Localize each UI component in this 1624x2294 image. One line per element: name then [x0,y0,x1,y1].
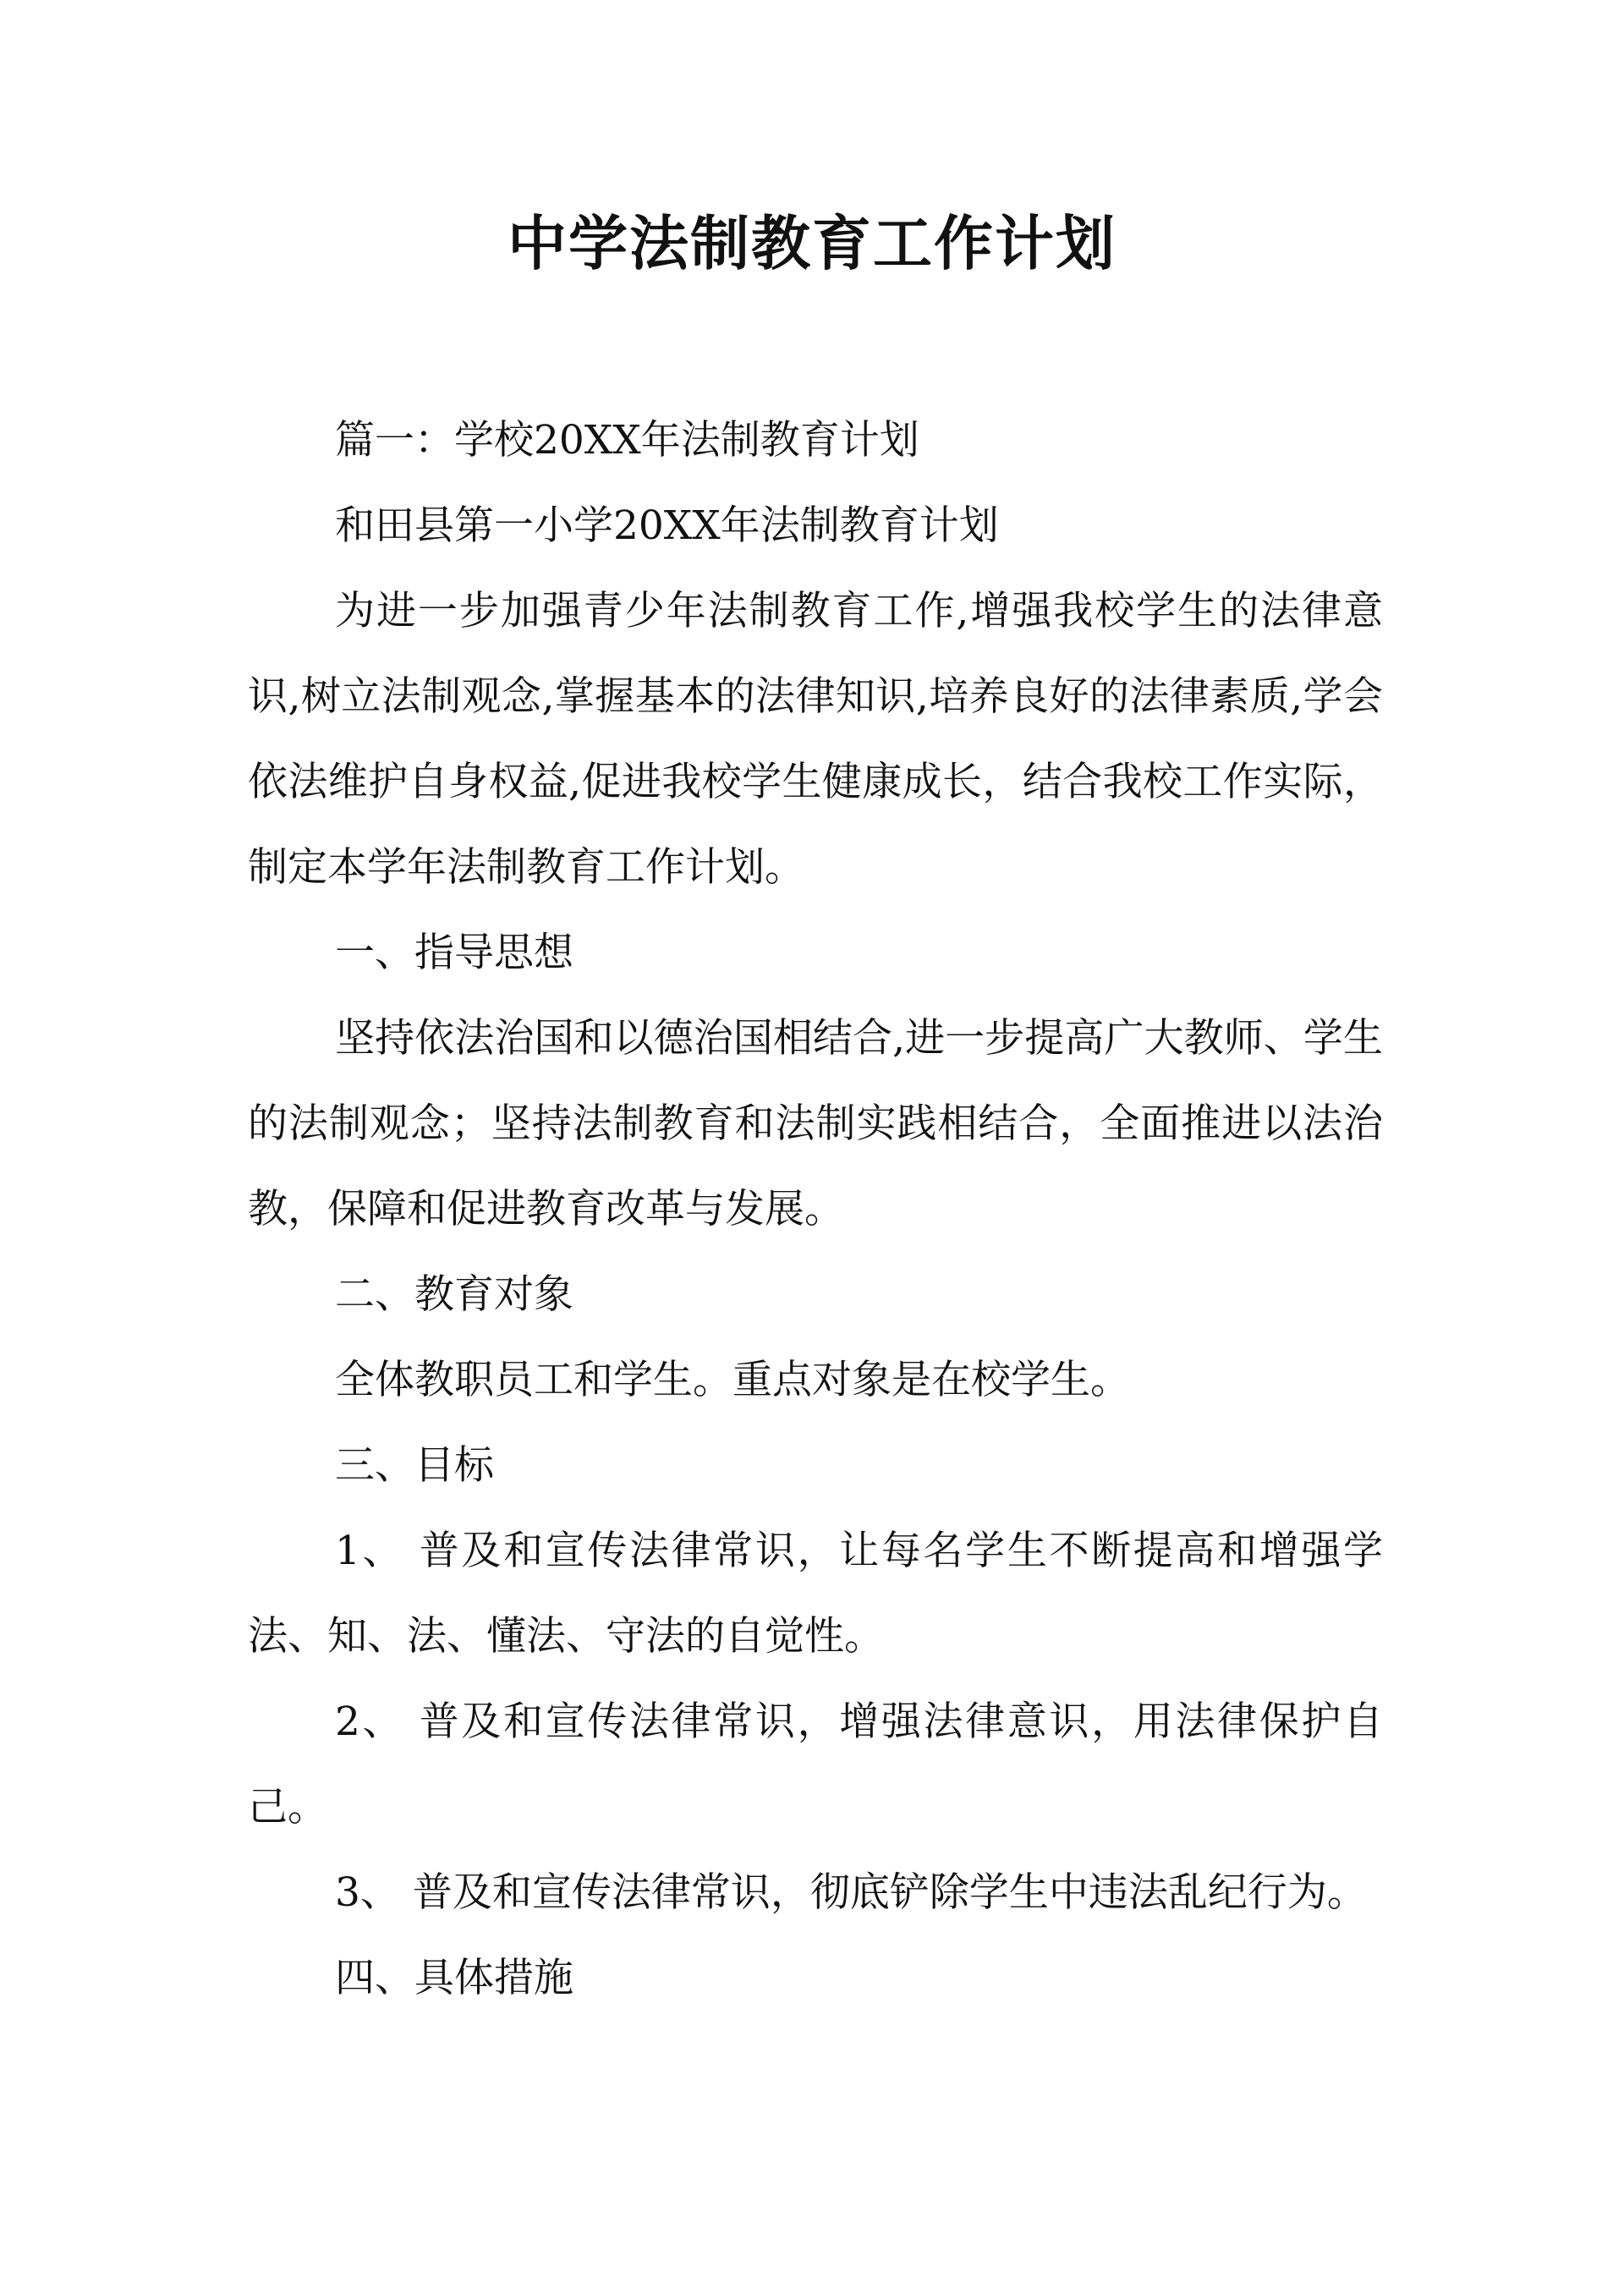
education-target-paragraph: 全体教职员工和学生。重点对象是在校学生。 [335,1357,1130,1403]
goal-item-3: 3、 普及和宣传法律常识，彻底铲除学生中违法乱纪行为。 [335,1869,1367,1916]
plan-subtitle: 和田县第一小学20XX年法制教育计划 [335,502,999,549]
section-heading-measures: 四、具体措施 [335,1955,573,2001]
guiding-ideology-paragraph: 坚持依法治国和以德治国相结合,进一步提高广大教师、学生的法制观念；坚持法制教育和法制实践相结合，全面推进以法治教，保障和促进教育改革与发展。 [248,1015,1383,1232]
page-title: 中学法制教育工作计划 [508,209,1116,278]
section-heading-guiding-ideology: 一、指导思想 [335,930,573,976]
section-heading-part-one: 篇一：学校20XX年法制教育计划 [335,417,919,464]
section-heading-goals: 三、目标 [335,1442,494,1489]
document-body [248,398,1383,2021]
section-heading-education-target: 二、教育对象 [335,1271,573,1318]
goal-item-2: 2、 普及和宣传法律常识，增强法律意识，用法律保护自己。 [248,1699,1383,1830]
intro-paragraph: 为进一步加强青少年法制教育工作,增强我校学生的法律意识,树立法制观念,掌握基本的法律知识,培养良好的法律素质,学会依法维护自身权益,促进我校学生健康成长，结合我校工作实际，制定本学年法制教育工作计划。 [248,588,1383,891]
goal-item-1: 1、 普及和宣传法律常识，让每名学生不断提高和增强学法、知、法、懂法、守法的自觉性。 [248,1528,1383,1660]
